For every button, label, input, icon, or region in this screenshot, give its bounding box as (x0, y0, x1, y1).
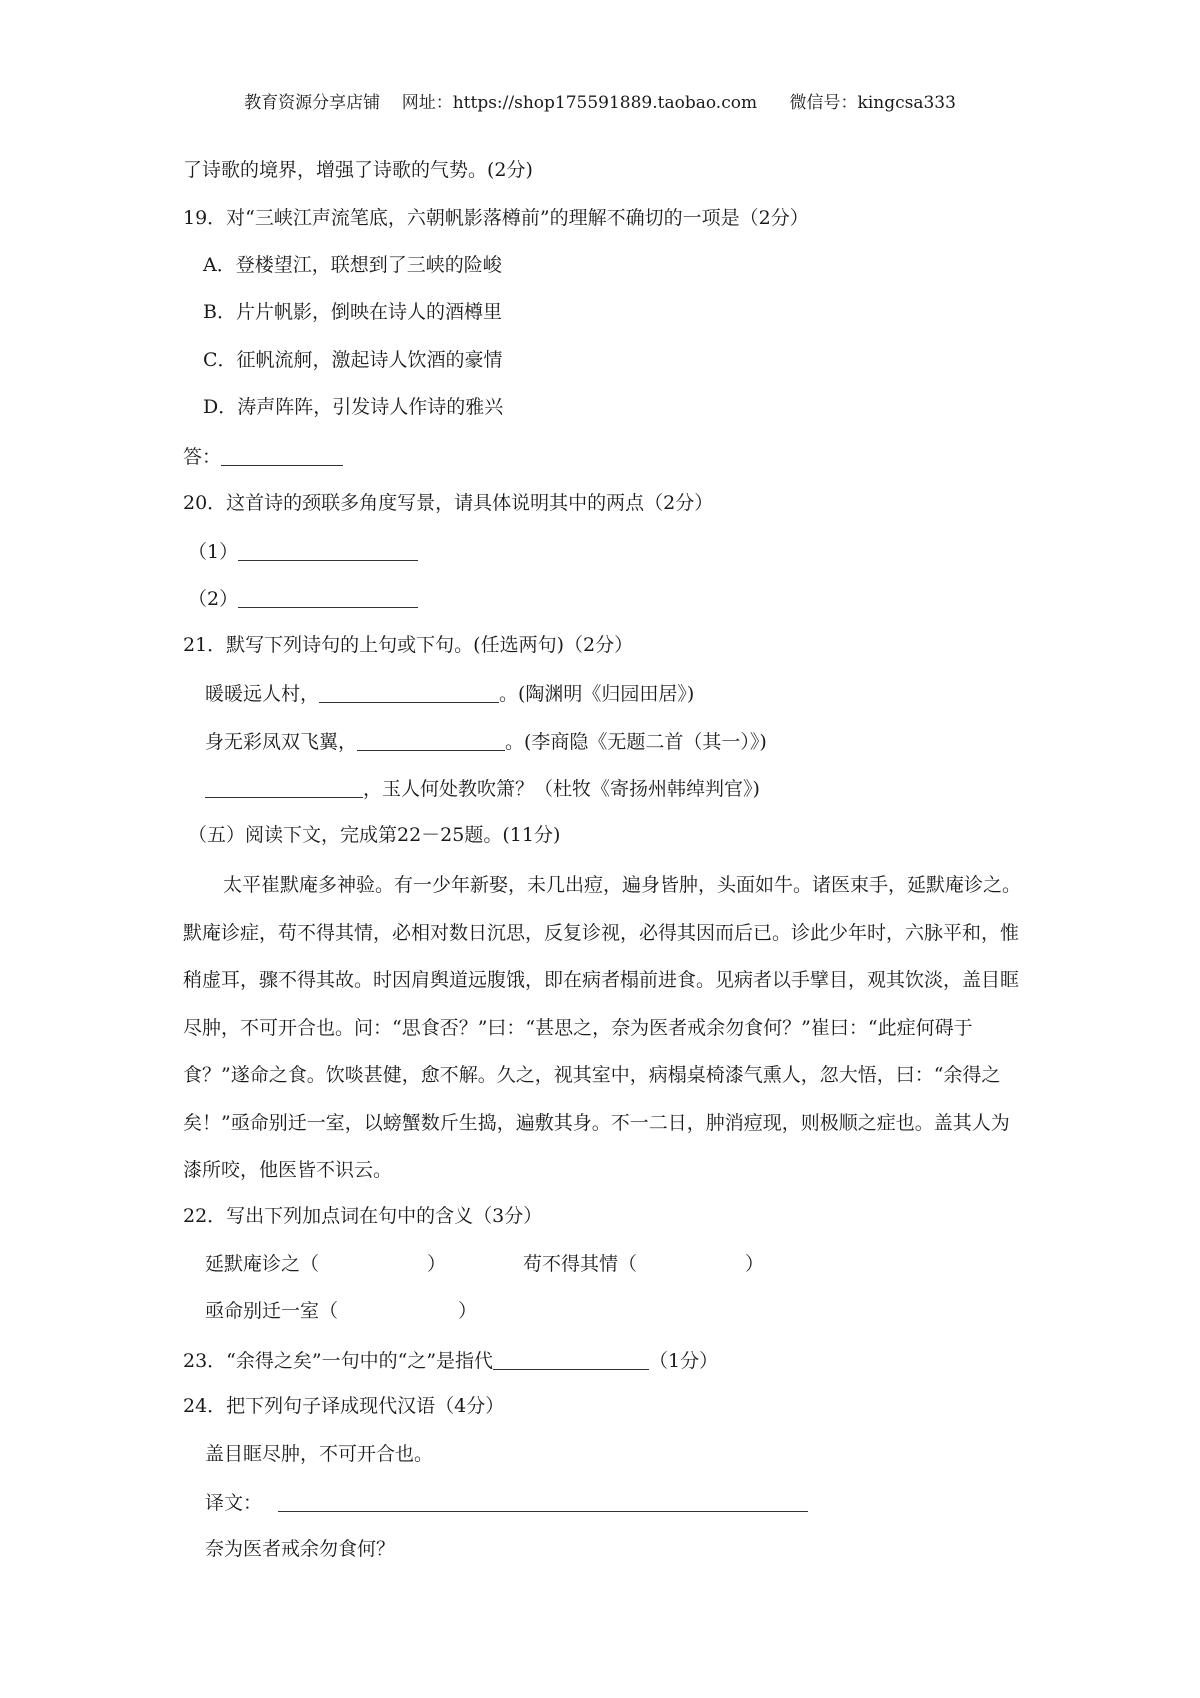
q24-translation-label: 译文： (205, 1492, 263, 1514)
recite-21-b-pre: 身无彩凤双飞翼， (205, 731, 358, 753)
header-url-label: 网址： (401, 93, 453, 113)
recite-21-b-blank[interactable] (357, 731, 505, 751)
recite-21-c (205, 778, 760, 799)
passage (183, 862, 1028, 1195)
q22-item-b-text: 苟不得其情（ (523, 1253, 638, 1275)
question-24: 24．把下列句子译成现代汉语（4分） (183, 1395, 505, 1417)
answer-20-1-blank[interactable] (238, 541, 418, 561)
option-19-a: A．登楼望江，联想到了三峡的险峻 (203, 254, 502, 276)
answer-20-1 (188, 541, 418, 562)
q24-sentence-a: 盖目眶尽肿，不可开合也。 (205, 1443, 434, 1465)
recite-21-a-pre: 暖暖远人村， (205, 683, 320, 705)
recite-21-a-blank[interactable] (319, 683, 499, 703)
answer-20-2-blank[interactable] (238, 588, 418, 608)
header-wechat-label: 微信号： (789, 93, 858, 113)
header-wechat: kingcsa333 (857, 93, 956, 113)
recite-21-c-post: ，玉人何处教吹箫？（杜牧《寄扬州韩绰判官》) (363, 778, 760, 800)
q24-translation-blank[interactable] (278, 1492, 808, 1512)
q22-item-a-close: ） (427, 1253, 447, 1275)
page-header (0, 88, 1200, 113)
answer-20-2 (188, 588, 418, 609)
recite-21-a (205, 683, 694, 704)
q22-item-a (205, 1255, 446, 1274)
question-23-blank[interactable] (493, 1350, 649, 1370)
question-21: 21．默写下列诗句的上句或下句。(任选两句)（2分） (183, 634, 634, 656)
option-19-c: C．征帆流舸，激起诗人饮酒的豪情 (203, 349, 503, 371)
question-20: 20．这首诗的颈联多角度写景，请具体说明其中的两点（2分） (183, 492, 714, 514)
prev-text-line: 了诗歌的境界，增强了诗歌的气势。(2分) (183, 159, 533, 181)
question-23 (183, 1350, 718, 1371)
q22-item-c-text: 亟命别迁一室（ (205, 1300, 339, 1322)
header-url[interactable]: https://shop175591889.taobao.com (452, 93, 758, 113)
answer-20-2-label: （2） (188, 588, 239, 610)
q24-sentence-b: 奈为医者戒余勿食何？ (205, 1538, 396, 1560)
recite-21-c-blank[interactable] (205, 778, 363, 798)
recite-21-a-post: 。(陶渊明《归园田居》) (499, 683, 695, 705)
answer-19-line (183, 446, 343, 467)
q22-item-c-close: ） (458, 1300, 478, 1322)
q22-item-c (205, 1302, 477, 1321)
answer-label: 答： (183, 446, 222, 468)
answer-20-1-label: （1） (188, 541, 239, 563)
question-19: 19．对“三峡江声流笔底，六朝帆影落樽前”的理解不确切的一项是（2分） (183, 207, 809, 229)
section-5-heading: （五）阅读下文，完成第22－25题。(11分) (188, 824, 561, 846)
q22-item-b (523, 1255, 764, 1274)
q24-translation-line (205, 1492, 808, 1513)
question-22: 22．写出下列加点词在句中的含义（3分） (183, 1205, 543, 1227)
q22-item-a-text: 延默庵诊之（ (205, 1253, 320, 1275)
recite-21-b (205, 731, 767, 752)
option-19-b: B．片片帆影，倒映在诗人的酒樽里 (203, 301, 502, 323)
header-shop: 教育资源分享店铺 (244, 93, 381, 113)
option-19-d: D．涛声阵阵，引发诗人作诗的雅兴 (203, 396, 504, 418)
q22-item-b-close: ） (745, 1253, 765, 1275)
passage-text: 太平崔默庵多神验。有一少年新娶，未几出痘，遍身皆肿，头面如牛。诸医束手，延默庵诊之。默庵诊症，苟不得其情，必相对数日沉思，反复诊视，必得其因而后已。诊此少年时，六脉平和，惟稍虚耳，骤不得其故。时因肩舆道远腹饿，即在病者榻前进食。见病者以手擘目，观其饮淡，盖目眶尽肿，不可开合也。问：“思食否？”曰：“甚思之，奈为医者戒余勿食何？”崔曰：“此症何碍于食？”遂命之食。饮啖甚健，愈不解。久之，视其室中，病榻桌椅漆气熏人，忽大悟，曰：“余得之矣！”亟命别迁一室，以螃蟹数斤生捣，遍敷其身。不一二日，肿消痘现，则极顺之症也。盖其人为漆所咬，他医皆不识云。 (183, 874, 1022, 1181)
question-23-post: （1分） (649, 1350, 719, 1372)
answer-19-blank[interactable] (221, 446, 343, 466)
recite-21-b-post: 。(李商隐《无题二首（其一）》) (505, 731, 767, 753)
question-23-pre: 23．“余得之矣”一句中的“之”是指代 (183, 1350, 494, 1372)
